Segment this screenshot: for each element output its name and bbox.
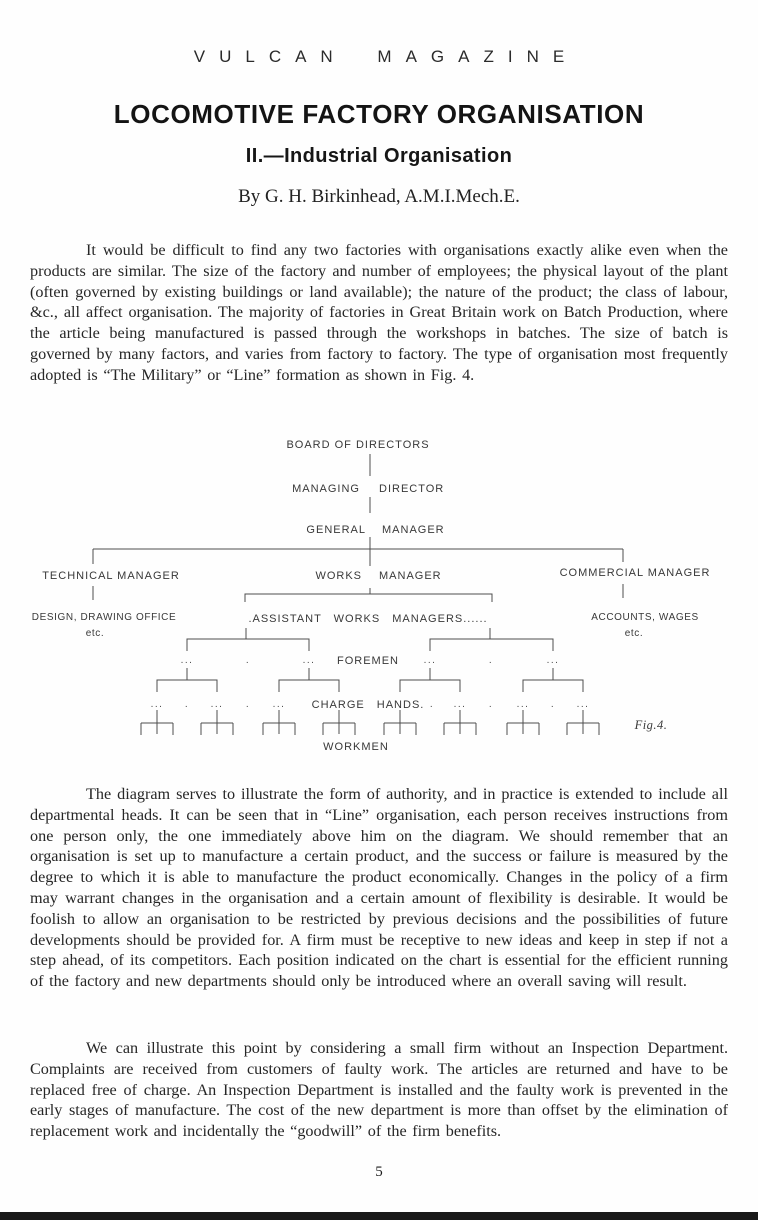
foreman-mark: ... bbox=[546, 655, 560, 666]
foreman-mark: ... bbox=[302, 655, 316, 666]
org-chart-connector-lines bbox=[93, 454, 623, 735]
node-general: GENERAL bbox=[306, 524, 366, 536]
paragraph-3: We can illustrate this point by considering a small firm without an Inspection Department. Complaints are received from customers of faulty work. The articles are returned and have to be replaced free of charge. An Inspection Department is installed and the faulty work is prevented in the early stages of manufacture. The cost of the new department is more than offset by the elimination of replacement work and incidentally the “goodwill” of the firm benefits. bbox=[30, 1039, 728, 1141]
node-general-manager: MANAGER bbox=[382, 524, 445, 536]
page-number: 5 bbox=[375, 1164, 383, 1180]
foreman-mark: ... bbox=[423, 655, 437, 666]
charge-hand-gap-dot: . bbox=[429, 699, 435, 710]
charge-hand-mark: ... bbox=[453, 699, 467, 710]
charge-hand-gap-dot: . bbox=[245, 699, 251, 710]
node-accounts-etc: etc. bbox=[624, 628, 644, 639]
article-title: LOCOMOTIVE FACTORY ORGANISATION bbox=[113, 99, 645, 129]
node-foremen: FOREMEN bbox=[337, 655, 399, 667]
charge-hand-gap-dot: . bbox=[550, 699, 556, 710]
charge-hand-gap-dot: . bbox=[184, 699, 190, 710]
node-works-manager: MANAGER bbox=[379, 570, 442, 582]
foreman-gap-dot: . bbox=[245, 655, 251, 666]
charge-hand-mark: ... bbox=[210, 699, 224, 710]
foreman-mark: ... bbox=[180, 655, 194, 666]
charge-hand-mark: ... bbox=[516, 699, 530, 710]
foreman-gap-dot: . bbox=[488, 655, 494, 666]
node-works: WORKS bbox=[315, 570, 362, 582]
node-design-etc: etc. bbox=[85, 628, 105, 639]
node-accounts-wages: ACCOUNTS, WAGES bbox=[591, 612, 699, 623]
org-chart-svg bbox=[0, 428, 758, 763]
masthead: VULCAN MAGAZINE bbox=[193, 47, 579, 66]
paragraph-2: The diagram serves to illustrate the form of authority, and in practice is extended to include all departmental heads. It can be seen that in “Line” organisation, each person receives instructions from one person only, the one immediately above him on the diagram. We should remember that an organisation is set up to manufacture a certain product, and the success or failure is measured by the degree to which it is able to manufacture the product economically. Changes in the policy of a firm may warrant changes in the organisation and a certain amount of flexibility is desirable. It would be foolish to allow an organisation to be restricted by previous decisions and the possibilities of future developments should be provided for. A firm must be receptive to new ideas and keep in step if not a step ahead, of its competitors. Each position indicated on the chart is essential for the efficient running of the factory and new departments should only be introduced where an overall saving will result. bbox=[30, 785, 728, 991]
node-board-of-directors: BOARD OF DIRECTORS bbox=[286, 439, 430, 451]
charge-hand-gap-dot: . bbox=[488, 699, 494, 710]
paragraph-1: It would be difficult to find any two factories with organisations exactly alike even when the products are similar. The size of the factory and number of employees; the physical layout of the plant (often governed by existing buildings or land available); the nature of the product; the class of labour, &c., all affect organisation. The majority of factories in Great Britain work on Batch Production, where the article being manufactured is passed through the workshops in batches. The size of batch is governed by many factors, and varies from factory to factory. The type of organisation most frequently adopted is “The Military” or “Line” formation as shown in Fig. 4. bbox=[30, 241, 728, 384]
byline: By G. H. Birkinhead, A.M.I.Mech.E. bbox=[238, 186, 520, 207]
node-charge-hands: CHARGE HANDS. bbox=[311, 699, 425, 711]
node-technical-manager: TECHNICAL MANAGER bbox=[42, 570, 180, 582]
charge-hand-mark: ... bbox=[272, 699, 286, 710]
article-subtitle: II.—Industrial Organisation bbox=[245, 145, 513, 167]
figure-4-org-chart bbox=[0, 428, 758, 763]
node-assistant-works-managers: .ASSISTANT WORKS MANAGERS...... bbox=[248, 613, 488, 625]
figure-caption: Fig.4. bbox=[634, 718, 668, 732]
node-design-drawing-office: DESIGN, DRAWING OFFICE bbox=[31, 612, 177, 623]
node-workmen: WORKMEN bbox=[323, 741, 389, 753]
node-commercial-manager: COMMERCIAL MANAGER bbox=[559, 567, 711, 579]
node-director: DIRECTOR bbox=[379, 483, 445, 495]
charge-hand-mark: ... bbox=[576, 699, 590, 710]
scan-edge-bottom bbox=[0, 1212, 758, 1220]
node-managing: MANAGING bbox=[292, 483, 360, 495]
charge-hand-mark: ... bbox=[150, 699, 164, 710]
